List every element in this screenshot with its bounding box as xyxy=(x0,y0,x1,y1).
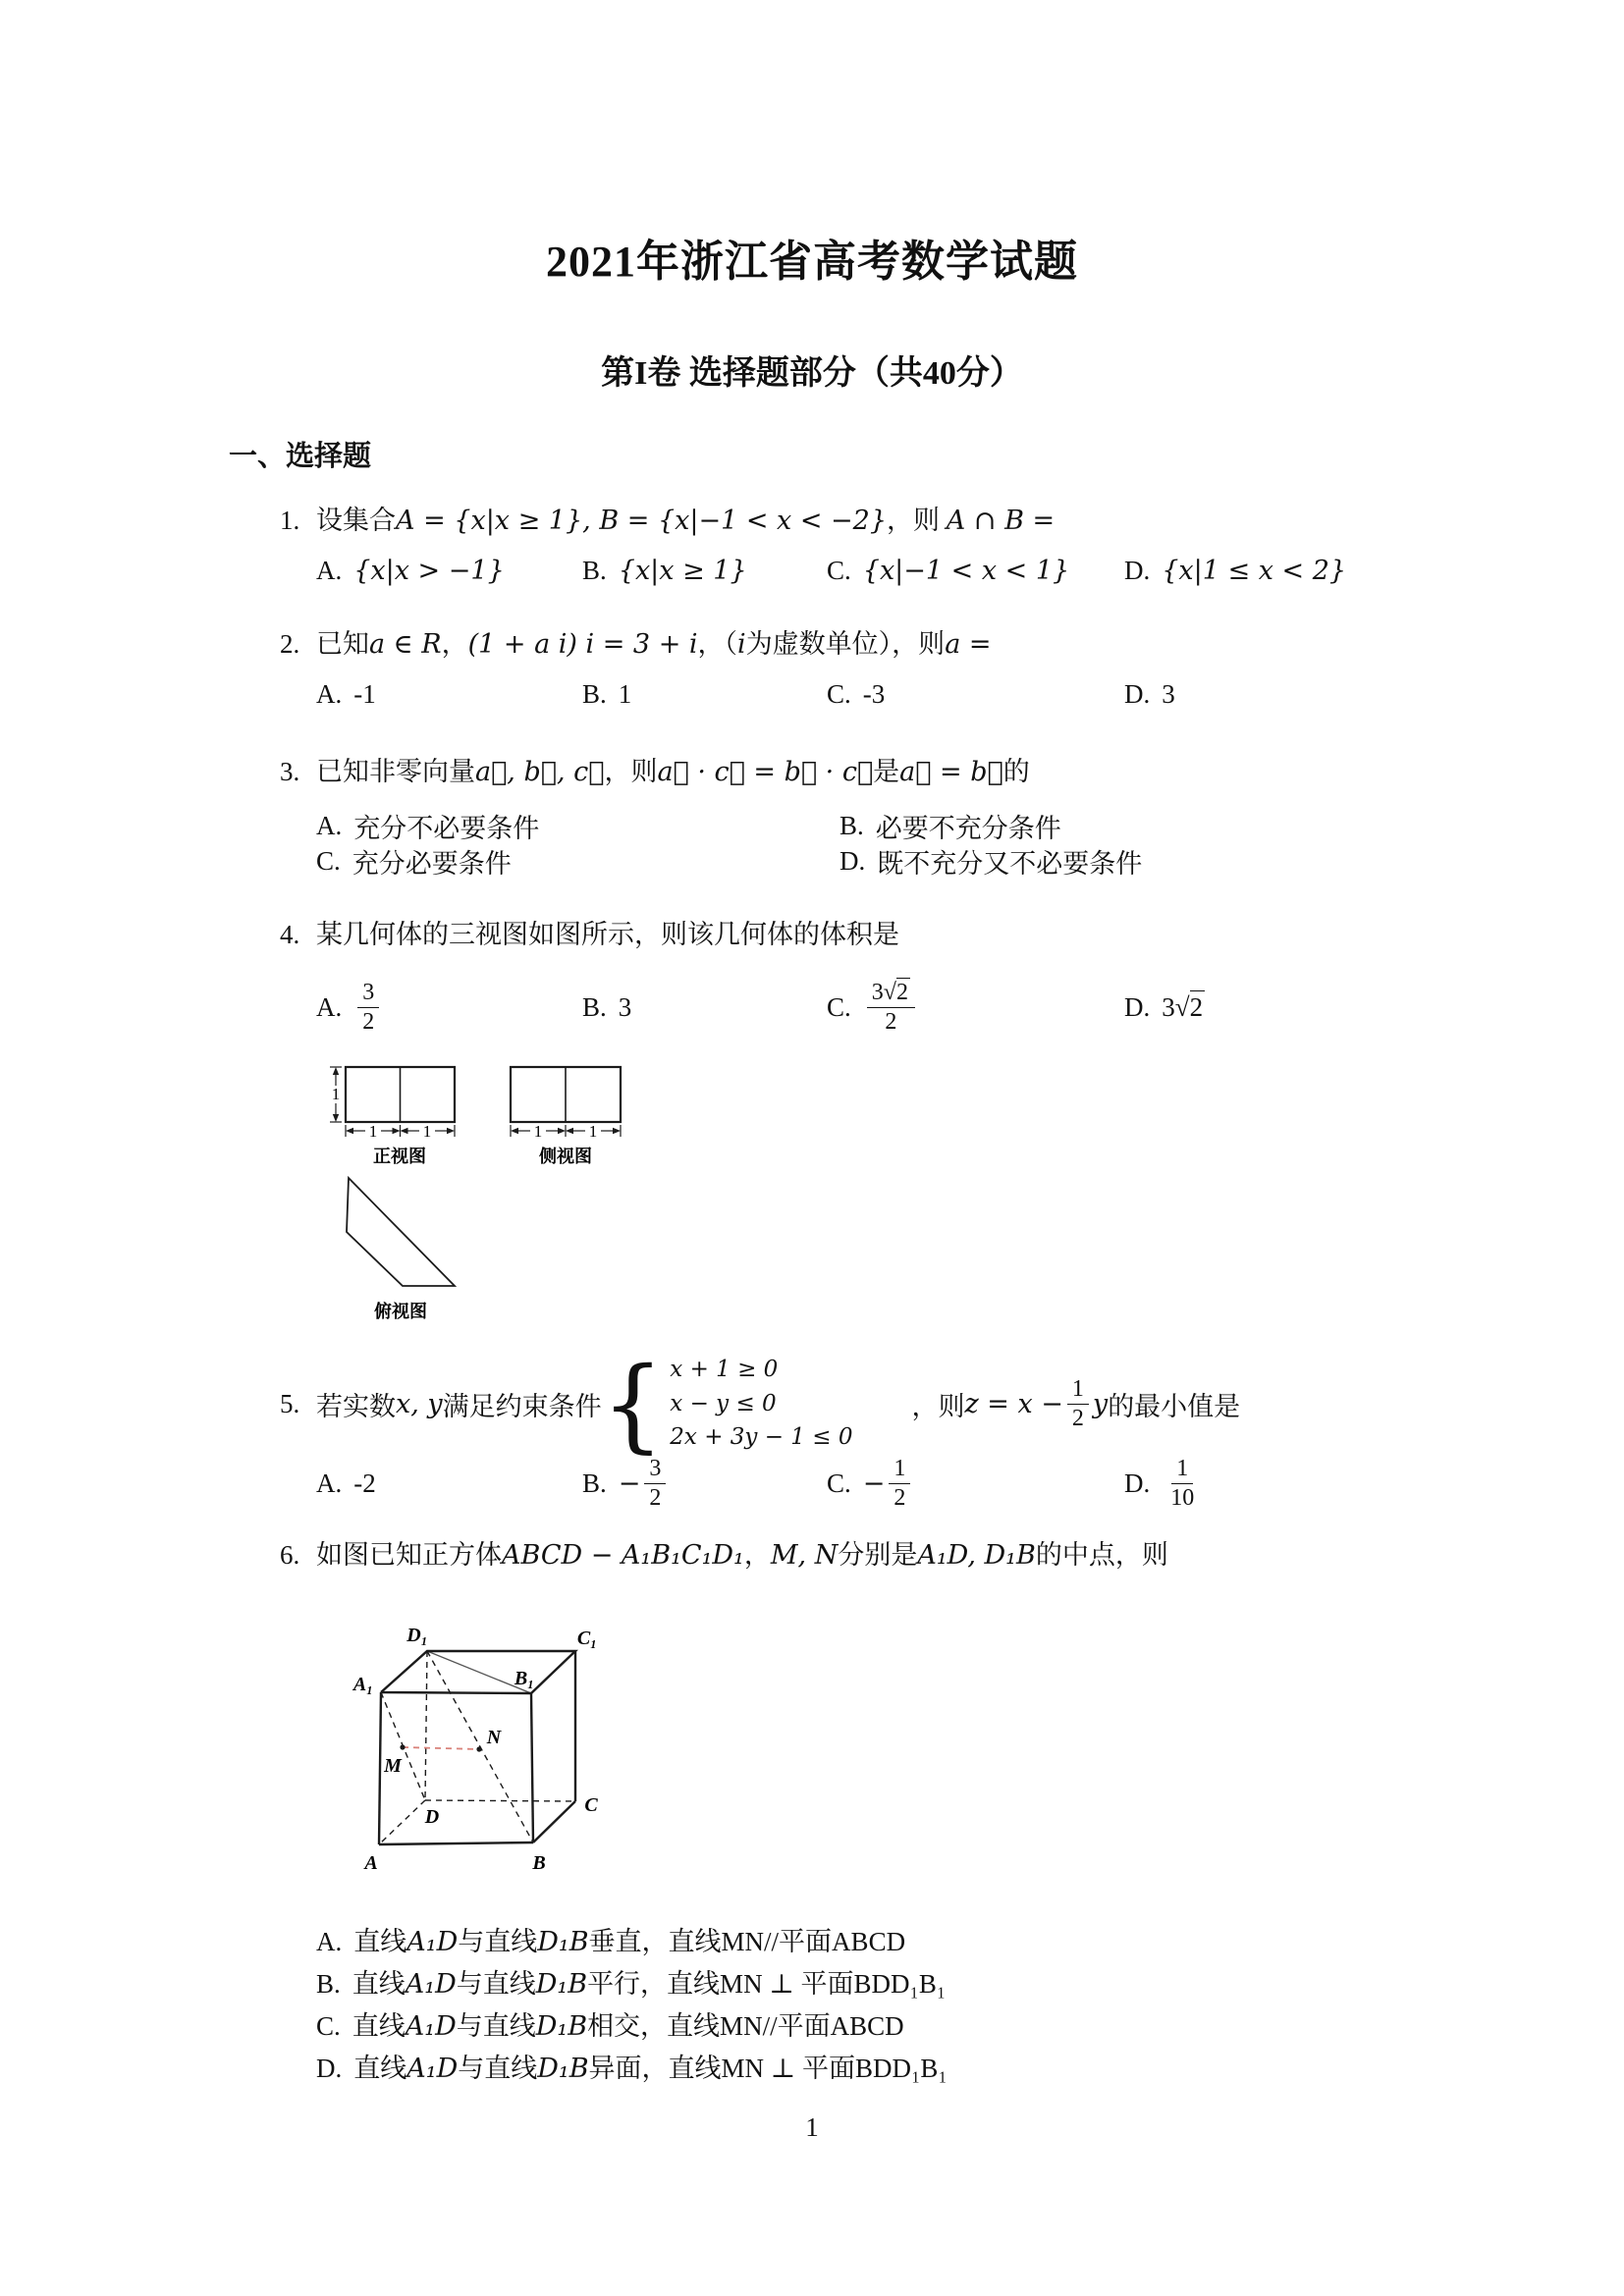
stem-math: a⃗ = b⃗ xyxy=(899,757,1003,787)
question-number: 3. xyxy=(280,757,300,786)
stem-math: A ∩ B = xyxy=(946,506,1056,536)
question-3 xyxy=(280,750,1438,879)
segment-m-n xyxy=(403,1747,479,1749)
edge-b1-b xyxy=(531,1693,533,1842)
question-1 xyxy=(280,499,1438,586)
stem-text: 分别是 xyxy=(838,1540,918,1570)
arrow-up-icon xyxy=(333,1067,339,1075)
stem-text: 为虚数单位），则 xyxy=(745,629,946,659)
option-value: -2 xyxy=(353,1468,376,1498)
option-b xyxy=(839,807,1061,845)
option-d xyxy=(316,2047,1438,2089)
option-label: C. xyxy=(316,2011,341,2041)
radical-sign: √ xyxy=(1174,991,1190,1022)
stem-text: 满足约束条件 xyxy=(442,1391,602,1421)
constraint-system xyxy=(670,1353,852,1455)
fraction xyxy=(867,979,915,1037)
option-text: 直线 xyxy=(352,2011,406,2041)
brace: { xyxy=(601,1344,665,1464)
stem-text: ， xyxy=(743,1540,771,1570)
option-label: B. xyxy=(316,1969,341,1999)
option-label: D. xyxy=(1124,679,1151,709)
stem-text: 已知非零向量 xyxy=(316,757,475,786)
option-text: 直线 xyxy=(353,2054,407,2083)
option-math: D₁B xyxy=(535,2011,588,2042)
option-b xyxy=(582,968,631,1046)
stem-math: ABCD − A₁B₁C₁D₁ xyxy=(502,1540,744,1571)
option-label: D. xyxy=(839,846,866,876)
fraction xyxy=(1165,1455,1199,1513)
option-text: 与直线 xyxy=(458,2054,538,2083)
option-label: A. xyxy=(316,679,343,709)
option-label: C. xyxy=(316,846,341,876)
option-b xyxy=(316,1962,1438,2004)
option-c xyxy=(827,679,885,710)
stem-text: 的最小值是 xyxy=(1108,1391,1241,1421)
top-view-caption: 俯视图 xyxy=(374,1302,427,1321)
stem-math: A₁D, D₁B xyxy=(917,1540,1036,1571)
option-label: A. xyxy=(316,1927,343,1956)
option-d xyxy=(1124,679,1175,710)
question-number: 4. xyxy=(280,920,300,949)
option-label: B. xyxy=(582,1468,607,1498)
page-number: 1 xyxy=(805,2112,819,2142)
question-3-options-row-2 xyxy=(280,842,1438,881)
constraint-line: x + 1 ≥ 0 xyxy=(670,1357,779,1383)
numerator: 1 xyxy=(889,1455,910,1484)
question-5-stem xyxy=(280,1344,1438,1464)
option-value: 充分必要条件 xyxy=(352,849,512,879)
front-view-caption: 正视图 xyxy=(373,1147,426,1166)
stem-math: A = {x|x ≥ 1}, B = {x|−1 < x < −2} xyxy=(396,506,888,536)
option-value: 1 xyxy=(618,679,632,709)
question-5 xyxy=(280,1344,1438,1511)
vertex-label-c: C xyxy=(584,1794,598,1816)
question-2 xyxy=(280,622,1438,709)
stem-text: 设集合 xyxy=(316,506,396,535)
point-n xyxy=(476,1746,481,1751)
denominator: 10 xyxy=(1170,1484,1195,1511)
question-6-stem xyxy=(280,1533,1438,1572)
arrow-left-icon xyxy=(401,1128,408,1134)
fraction xyxy=(357,979,379,1037)
option-c xyxy=(827,556,1069,586)
arrow-left-icon xyxy=(511,1128,518,1134)
point-label-m: M xyxy=(384,1755,402,1777)
option-value: 3 xyxy=(1162,679,1175,709)
edge-a1-a xyxy=(379,1692,381,1844)
arrow-left-icon xyxy=(566,1128,573,1134)
stem-text: ，则 xyxy=(911,1391,965,1421)
option-math: D₁B xyxy=(537,1927,589,1957)
stem-text: 如图已知正方体 xyxy=(316,1540,502,1570)
denominator: 2 xyxy=(885,1008,897,1035)
side-view-caption: 侧视图 xyxy=(539,1147,592,1166)
option-b xyxy=(582,679,631,710)
stem-math: z = x − xyxy=(964,1388,1063,1419)
option-value: {x|x > −1} xyxy=(353,556,505,586)
square-root xyxy=(884,978,910,1005)
stem-math: x, y xyxy=(396,1388,443,1419)
arrow-right-icon xyxy=(558,1128,566,1134)
question-6 xyxy=(280,1533,1438,1572)
stem-text: ，则 xyxy=(604,757,658,786)
option-math: A₁D xyxy=(406,1927,459,1957)
question-4-options xyxy=(280,968,1438,1046)
dim-label: 1 xyxy=(331,1085,341,1103)
stem-text: 已知 xyxy=(316,629,369,659)
option-a xyxy=(316,807,539,845)
option-label: A. xyxy=(316,556,343,585)
coefficient: 3 xyxy=(871,979,884,1005)
radical-sign: √ xyxy=(883,979,896,1005)
question-2-options xyxy=(280,679,1438,719)
dim-label: 1 xyxy=(588,1122,598,1141)
vertex-label-a1: A₁ xyxy=(352,1674,374,1695)
radicand: 2 xyxy=(895,979,908,1005)
option-value: 3 xyxy=(618,991,632,1022)
option-math: A₁D xyxy=(405,2011,457,2042)
question-number: 6. xyxy=(280,1540,300,1570)
arrow-right-icon xyxy=(393,1128,401,1134)
question-4-stem xyxy=(280,913,1438,951)
option-label: D. xyxy=(1124,1468,1151,1498)
option-d xyxy=(1124,1451,1203,1516)
dim-label: 1 xyxy=(368,1122,378,1141)
option-value: 充分不必要条件 xyxy=(353,814,540,843)
option-text: 与直线 xyxy=(456,1969,536,1999)
question-3-stem xyxy=(280,750,1438,788)
option-label: A. xyxy=(316,1468,343,1498)
denominator: 2 xyxy=(362,1008,375,1035)
option-label: C. xyxy=(827,556,851,585)
option-a xyxy=(316,1451,376,1516)
stem-math: a = xyxy=(945,629,992,660)
option-c xyxy=(827,968,919,1046)
edge-a-b xyxy=(379,1842,533,1844)
option-c xyxy=(316,842,512,881)
option-math: D₁B xyxy=(535,1969,588,2000)
question-1-options xyxy=(280,556,1438,595)
edge-b-c xyxy=(533,1801,575,1842)
option-label: B. xyxy=(839,811,864,840)
arrow-left-icon xyxy=(346,1128,353,1134)
option-text: 直线 xyxy=(353,1927,407,1956)
denominator: 2 xyxy=(893,1484,906,1511)
option-label: B. xyxy=(582,991,607,1022)
point-label-n: N xyxy=(486,1727,502,1748)
dim-label: 1 xyxy=(533,1122,543,1141)
stem-text: ， xyxy=(441,629,468,659)
square-root xyxy=(1175,990,1205,1022)
option-d xyxy=(1124,556,1346,586)
stem-text: ，（ xyxy=(697,629,738,659)
radicand: 2 xyxy=(1189,991,1204,1022)
option-c xyxy=(827,1451,914,1516)
question-1-stem xyxy=(280,499,1438,537)
dim-label: 1 xyxy=(422,1122,432,1141)
fraction xyxy=(1067,1375,1089,1433)
question-number: 2. xyxy=(280,629,300,659)
option-label: D. xyxy=(316,2054,343,2083)
vertex-label-c1: C₁ xyxy=(576,1628,598,1649)
vertex-label-d: D xyxy=(424,1806,440,1828)
option-text: 垂直，直线MN//平面ABCD xyxy=(588,1927,906,1956)
question-4 xyxy=(280,913,1438,1035)
stem-math: y xyxy=(1092,1388,1109,1419)
point-m xyxy=(400,1744,405,1749)
option-text: 直线 xyxy=(352,1969,406,1999)
stem-math: (1 + a i) i = 3 + i xyxy=(467,629,698,660)
option-value: {x|−1 < x < 1} xyxy=(862,556,1070,586)
option-d xyxy=(839,842,1142,881)
option-label: C. xyxy=(827,1468,851,1498)
denominator: 2 xyxy=(649,1484,662,1511)
stem-text: 的 xyxy=(1002,757,1030,786)
option-label: B. xyxy=(582,679,607,709)
numerator: 3 xyxy=(644,1455,666,1484)
constraint-line: 2x + 3y − 1 ≤ 0 xyxy=(670,1424,853,1451)
cube-diagram xyxy=(322,1612,646,1906)
question-6-options xyxy=(280,1920,1438,2089)
option-label: B. xyxy=(582,556,607,585)
option-text: 平行，直线MN ⊥ 平面BDD₁B₁ xyxy=(587,1969,947,1999)
option-math: A₁D xyxy=(405,1969,457,2000)
question-5-options xyxy=(280,1451,1438,1516)
arrow-right-icon xyxy=(447,1128,455,1134)
option-value: 既不充分又不必要条件 xyxy=(877,849,1143,879)
question-2-stem xyxy=(280,622,1438,661)
option-value: 必要不充分条件 xyxy=(875,814,1061,843)
option-text: 异面，直线MN ⊥ 平面BDD₁B₁ xyxy=(588,2054,947,2083)
option-value: -3 xyxy=(862,679,886,709)
stem-math: M, N xyxy=(770,1540,839,1571)
option-a xyxy=(316,679,376,710)
minus-sign: − xyxy=(862,1468,886,1499)
option-label: A. xyxy=(316,991,343,1022)
arrow-down-icon xyxy=(333,1114,339,1122)
vertex-label-b1: B₁ xyxy=(514,1668,535,1689)
edge-d-c xyxy=(425,1800,575,1801)
numerator xyxy=(867,979,915,1008)
option-text: 相交，直线MN//平面ABCD xyxy=(587,2011,904,2041)
stem-math: a⃗, b⃗, c⃗ xyxy=(475,757,605,787)
vertex-label-d1: D₁ xyxy=(406,1625,428,1646)
edge-d1-d xyxy=(425,1651,427,1800)
section-heading: 一、选择题 xyxy=(229,441,372,472)
option-d xyxy=(1124,968,1205,1046)
stem-math: a⃗ · c⃗ = b⃗ · c⃗ xyxy=(657,757,874,787)
stem-text: 是 xyxy=(873,757,900,786)
top-view-shape xyxy=(347,1178,455,1286)
fraction xyxy=(889,1455,910,1513)
option-label: A. xyxy=(316,811,343,840)
stem-math: a ∈ R xyxy=(369,629,442,660)
stem-text: 若实数 xyxy=(316,1391,396,1421)
part-subtitle: 第I卷 选择题部分（共40分） xyxy=(601,355,1023,392)
option-math: A₁D xyxy=(406,2054,459,2084)
stem-text: 某几何体的三视图如图所示，则该几何体的体积是 xyxy=(316,920,899,949)
vertex-label-a: A xyxy=(364,1852,378,1874)
constraint-line: x − y ≤ 0 xyxy=(670,1390,777,1416)
numerator: 3 xyxy=(357,979,379,1008)
option-a xyxy=(316,556,505,586)
question-3-options-row-1 xyxy=(280,807,1438,846)
option-value: {x|x ≥ 1} xyxy=(618,556,747,586)
option-text: 与直线 xyxy=(458,1927,538,1956)
minus-sign: − xyxy=(618,1468,641,1499)
option-label: D. xyxy=(1124,991,1151,1022)
option-a xyxy=(316,1920,1438,1962)
option-value: {x|1 ≤ x < 2} xyxy=(1162,556,1347,586)
vertex-label-b: B xyxy=(532,1852,546,1874)
stem-text: 的中点，则 xyxy=(1035,1540,1168,1570)
edge-d-a xyxy=(379,1800,425,1844)
stem-math: i xyxy=(737,629,746,660)
arrow-right-icon xyxy=(613,1128,621,1134)
coefficient: 3 xyxy=(1162,991,1175,1022)
option-label: C. xyxy=(827,991,851,1022)
option-b xyxy=(582,556,747,586)
option-text: 与直线 xyxy=(456,2011,536,2041)
option-a xyxy=(316,968,383,1046)
numerator: 1 xyxy=(1067,1375,1089,1405)
stem-text: ，则 xyxy=(887,506,941,535)
option-label: C. xyxy=(827,679,851,709)
three-view-diagram xyxy=(329,1058,643,1325)
question-number: 5. xyxy=(280,1388,300,1418)
question-number: 1. xyxy=(280,506,300,535)
option-math: D₁B xyxy=(537,2054,589,2084)
page-title: 2021年浙江省高考数学试题 xyxy=(546,238,1078,286)
option-label: D. xyxy=(1124,556,1151,585)
option-c xyxy=(316,2004,1438,2047)
numerator: 1 xyxy=(1171,1455,1193,1484)
option-b xyxy=(582,1451,670,1516)
option-value xyxy=(1162,992,1205,1023)
denominator: 2 xyxy=(1071,1405,1084,1431)
fraction xyxy=(644,1455,666,1513)
option-value: -1 xyxy=(353,679,376,709)
